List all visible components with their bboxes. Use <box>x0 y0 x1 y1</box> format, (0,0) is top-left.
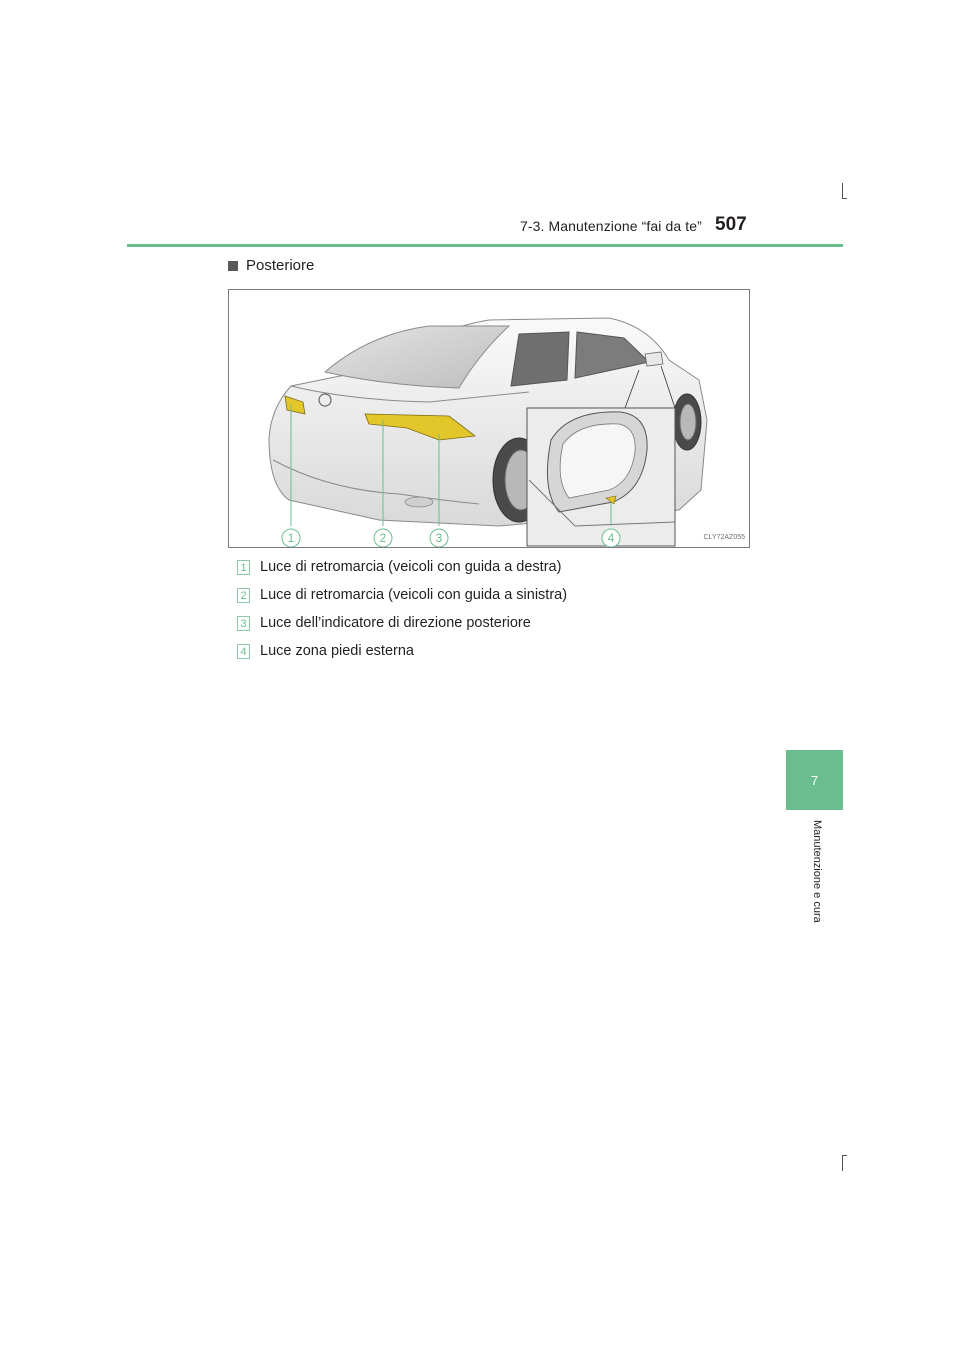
legend-number: 2 <box>237 588 250 603</box>
crop-mark-bottom <box>842 1155 843 1171</box>
legend-text: Luce di retromarcia (veicoli con guida a sinistra) <box>260 587 568 603</box>
legend-text: Luce di retromarcia (veicoli con guida a destra) <box>260 559 562 575</box>
header-title: 7-3. Manutenzione “fai da te” <box>520 218 702 234</box>
callout-label-1: 1 <box>287 531 295 545</box>
chapter-label: Manutenzione e cura <box>811 820 823 923</box>
legend-item <box>237 585 567 605</box>
legend-item <box>237 613 531 633</box>
side-window <box>511 332 569 386</box>
car-rear-drawing <box>229 290 750 548</box>
side-mirror <box>645 352 663 366</box>
figure-code: CLY72AZ055 <box>703 534 745 541</box>
rear-reflector <box>405 497 433 507</box>
front-wheel-rim <box>680 404 696 440</box>
section-heading-text: Posteriore <box>246 257 315 274</box>
legend-number: 4 <box>237 644 250 659</box>
callout-label-4: 4 <box>607 531 615 545</box>
rear-lights-illustration <box>228 289 750 548</box>
crop-mark-top-tick <box>842 198 847 199</box>
legend-text: Luce dell’indicatore di direzione posteriore <box>260 615 531 631</box>
legend-item <box>237 641 414 661</box>
callout-label-3: 3 <box>435 531 443 545</box>
header-rule <box>127 244 843 247</box>
legend-number: 3 <box>237 616 250 631</box>
crop-mark-top <box>842 183 843 199</box>
chapter-tab: 7 <box>786 750 843 810</box>
crop-mark-bottom-tick <box>842 1155 847 1156</box>
section-heading <box>228 257 314 274</box>
legend-item <box>237 557 561 577</box>
legend-text: Luce zona piedi esterna <box>260 643 414 659</box>
page-number: 507 <box>715 214 747 235</box>
square-bullet-icon <box>228 261 238 271</box>
legend-number: 1 <box>237 560 250 575</box>
callout-label-2: 2 <box>379 531 387 545</box>
